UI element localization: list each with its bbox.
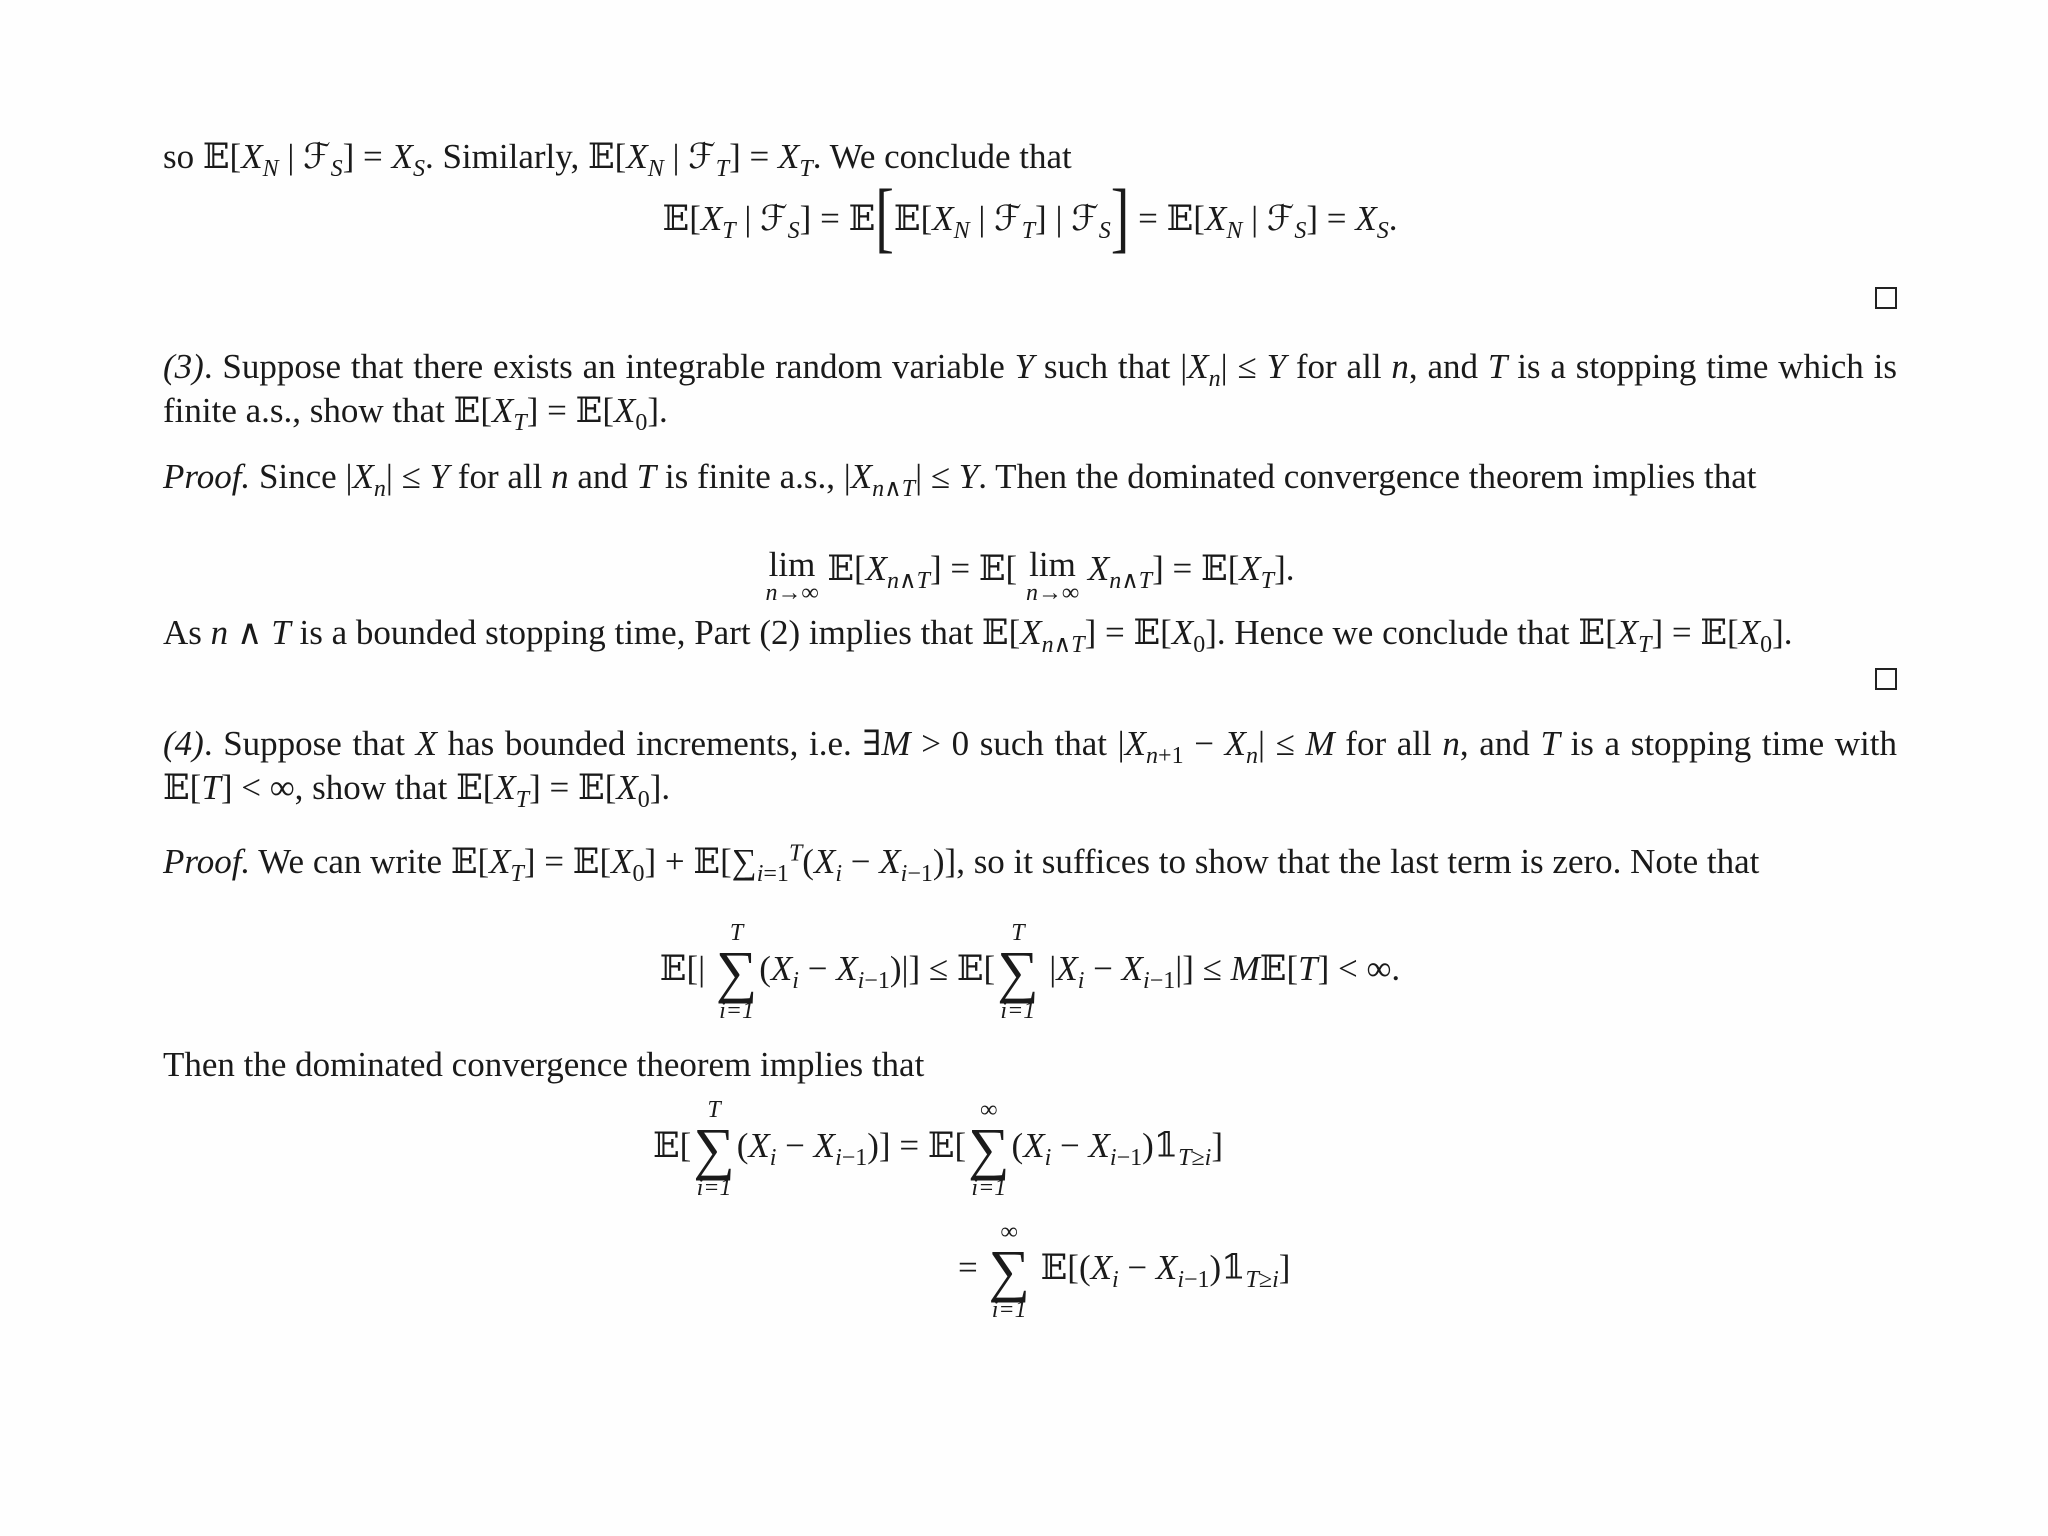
text: has bounded increments, i.e. — [436, 724, 863, 763]
equation-line-1: 𝔼[ T ∑ i=1 $(X_i - X_{i-1})$] = 𝔼[ ∞ ∑ i=1 ($X_i$ − $X_{i-1})𝟙_{T\ge i}$] — [653, 1097, 1223, 1201]
display-equation-limit: lim n→∞ $𝔼[X_{n\wedge T}]$ = 𝔼[ lim n→∞ $X_{n\wedge T}$] = $𝔼[X_T]$. — [765, 545, 1295, 606]
paragraph-proof-3: Proof. Since $|X_n| \le Y$ for all n and T is finite a.s., $|X_{n\wedge T}| \le Y$. Then the dominated convergence theorem implies that — [163, 457, 1757, 502]
text: Then the dominated convergence theorem implies that — [163, 1045, 925, 1084]
text: for all — [1334, 724, 1443, 763]
paragraph-conclusion: so $𝔼[X_N$ | ℱ$_S$] = $X_S$. Similarly, $𝔼[X_N$ | ℱ$_T$] = $X_T$. We conclude that — [163, 137, 1072, 182]
text: . Suppose that — [203, 724, 416, 763]
qed-box — [1875, 668, 1897, 690]
text: so — [163, 137, 203, 176]
text: , and — [1459, 724, 1541, 763]
text: . We conclude that — [812, 137, 1072, 176]
text: is a bounded stopping time, Part (2) implies that — [290, 613, 982, 652]
text: for all — [1286, 347, 1392, 386]
paragraph-part-3: (3). Suppose that there exists an integrable random variable Y such that $|X_n| \le Y$ for all n, and T is a stopping time which is finite a.s., show that $𝔼[X_T]$ = $𝔼[X_0]$. — [163, 347, 1897, 436]
text: Since — [250, 457, 346, 496]
part-label: (3) — [163, 347, 204, 386]
qed-box — [1875, 287, 1897, 309]
text: , so it suffices to show that the last term is zero. Note that — [956, 842, 1760, 881]
text: for all — [449, 457, 552, 496]
display-equation-tower: $𝔼[X_T$ | ℱ$_S$] = $𝔼[𝔼[X_N$ | ℱ$_T$] | ℱ$_S$] = $𝔼[X_N$ | ℱ$_S$] = $X_S$. — [662, 174, 1398, 262]
text: and — [568, 457, 637, 496]
text: . Hence we conclude that — [1216, 613, 1579, 652]
text: . Suppose that there exists an integrable random variable — [203, 347, 1015, 386]
part-label: (4) — [163, 724, 204, 763]
text: is finite a.s., — [656, 457, 844, 496]
paragraph-proof-4: Proof. We can write $𝔼[X_T]$ = $𝔼[X_0]$ + $𝔼[\sum_{i=1}^T(X_i - X_{i-1})]$, so it suffices to show that the last term is zero. Note that — [163, 840, 1760, 887]
text: such that — [1034, 347, 1181, 386]
text: is a stopping time which is finite a.s., show that — [163, 347, 1897, 430]
text: , show that — [294, 768, 457, 807]
proof-label: Proof. — [163, 842, 251, 881]
equation-line-2: = ∞ ∑ i=1 $𝔼[(X_i$ − $X_{i-1})𝟙_{T\ge i}$] — [958, 1219, 1291, 1323]
text: is a stopping time with — [1559, 724, 1897, 763]
display-equation-bound: 𝔼[| T ∑ i=1 $(X_i - X_{i-1})|$] ≤ 𝔼[ T ∑ i=1 $|X_i - X_{i-1}|$] ≤ M𝔼[T] < ∞. — [659, 920, 1401, 1024]
paragraph-bounded-stopping: As n ∧ T is a bounded stopping time, Part (2) implies that $𝔼[X_{n\wedge T}]$ = $𝔼[X_0]$. Hence we conclude that $𝔼[X_T]$ = $𝔼[X_0]$. — [163, 613, 1793, 658]
text: , and — [1408, 347, 1488, 386]
text: As — [163, 613, 211, 652]
paragraph-part-4: (4). Suppose that X has bounded increments, i.e. ∃M > 0 such that $|X_{n+1} - X_n| \le M$ for all n, and T is a stopping time with 𝔼[T] < ∞, show that $𝔼[X_T]$ = $𝔼[X_0]$. — [163, 724, 1897, 813]
text: . Similarly, — [424, 137, 588, 176]
text: We can write — [250, 842, 451, 881]
paragraph-then — [163, 1043, 1897, 1087]
proof-label: Proof. — [163, 457, 251, 496]
text: such that — [969, 724, 1118, 763]
text: . Then the dominated convergence theorem implies that — [978, 457, 1757, 496]
